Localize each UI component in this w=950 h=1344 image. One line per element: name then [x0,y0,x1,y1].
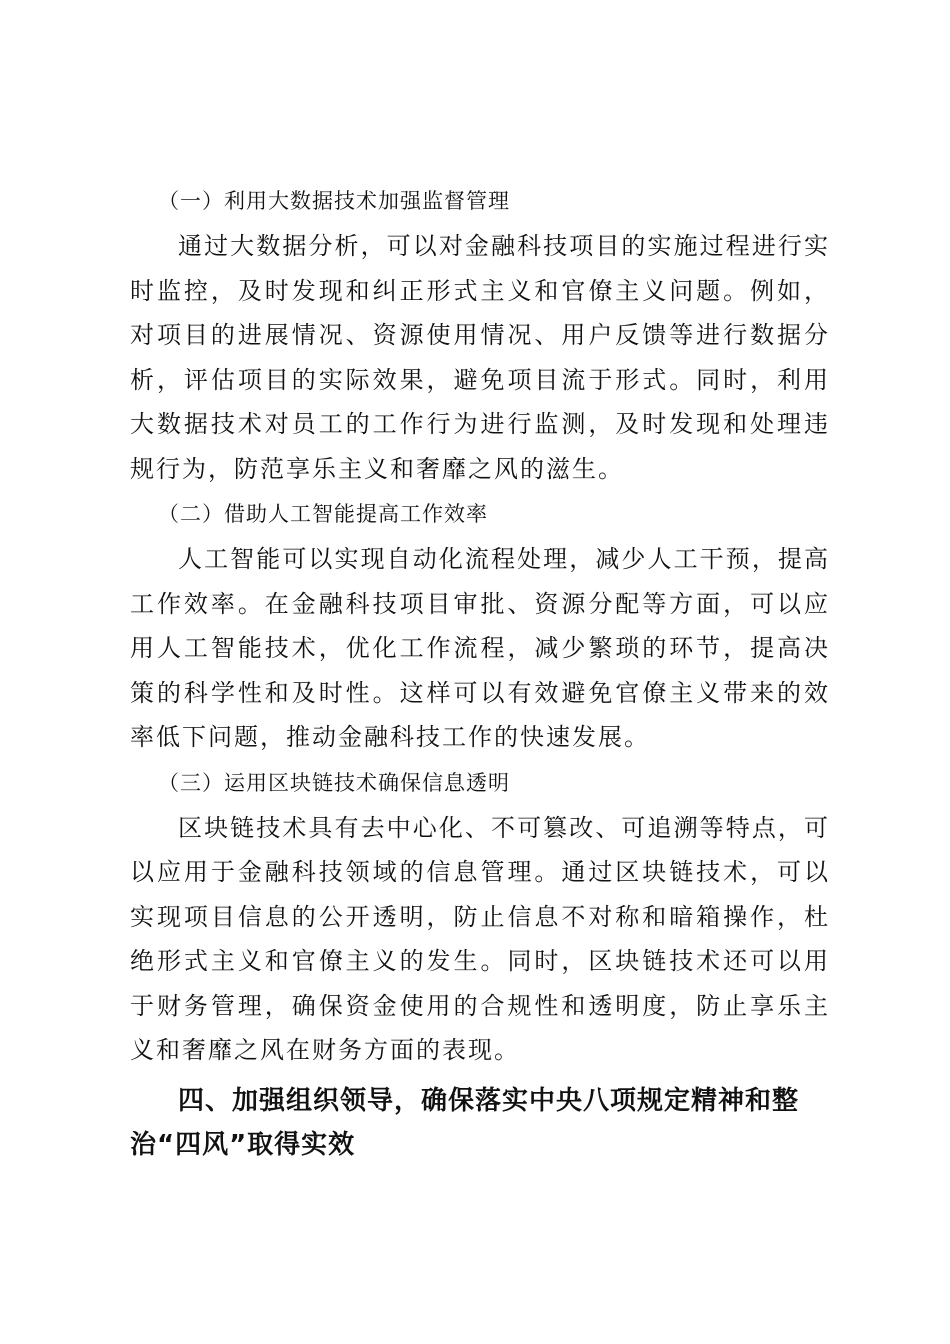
subheading-big-data: （一）利用大数据技术加强监督管理 [158,189,510,213]
paragraph-blockchain: 区块链技术具有去中心化、不可篡改、可追溯等特点，可以应用于金融科技领域的信息管理。通过区块链技术，可以实现项目信息的公开透明，防止信息不对称和暗箱操作，杜绝形式主义和官僚主义的发生。同时，区块链技术还可以用于财务管理，确保资金使用的合规性和透明度，防止享乐主义和奢靡之风在财务方面的表现。 [130,813,830,1064]
subheading-blockchain: （三）运用区块链技术确保信息透明 [158,770,510,795]
subheading-ai: （二）借助人工智能提高工作效率 [158,502,488,526]
paragraph-ai: 人工智能可以实现自动化流程处理，减少人工干预，提高工作效率。在金融科技项目审批、资源分配等方面，可以应用人工智能技术，优化工作流程，减少繁琐的环节，提高决策的科学性和及时性。这样可以有效避免官僚主义带来的效率低下问题，推动金融科技工作的快速发展。 [130,545,830,751]
document-page [130,178,830,1167]
section-four-heading: 四、加强组织领导，确保落实中央八项规定精神和整治“四风”取得实效 [130,1085,800,1160]
paragraph-big-data: 通过大数据分析，可以对金融科技项目的实施过程进行实时监控，及时发现和纠正形式主义和官僚主义问题。例如，对项目的进展情况、资源使用情况、用户反馈等进行数据分析，评估项目的实际效果，避免项目流于形式。同时，利用大数据技术对员工的工作行为进行监测，及时发现和处理违规行为，防范享乐主义和奢靡之风的滋生。 [130,232,830,483]
